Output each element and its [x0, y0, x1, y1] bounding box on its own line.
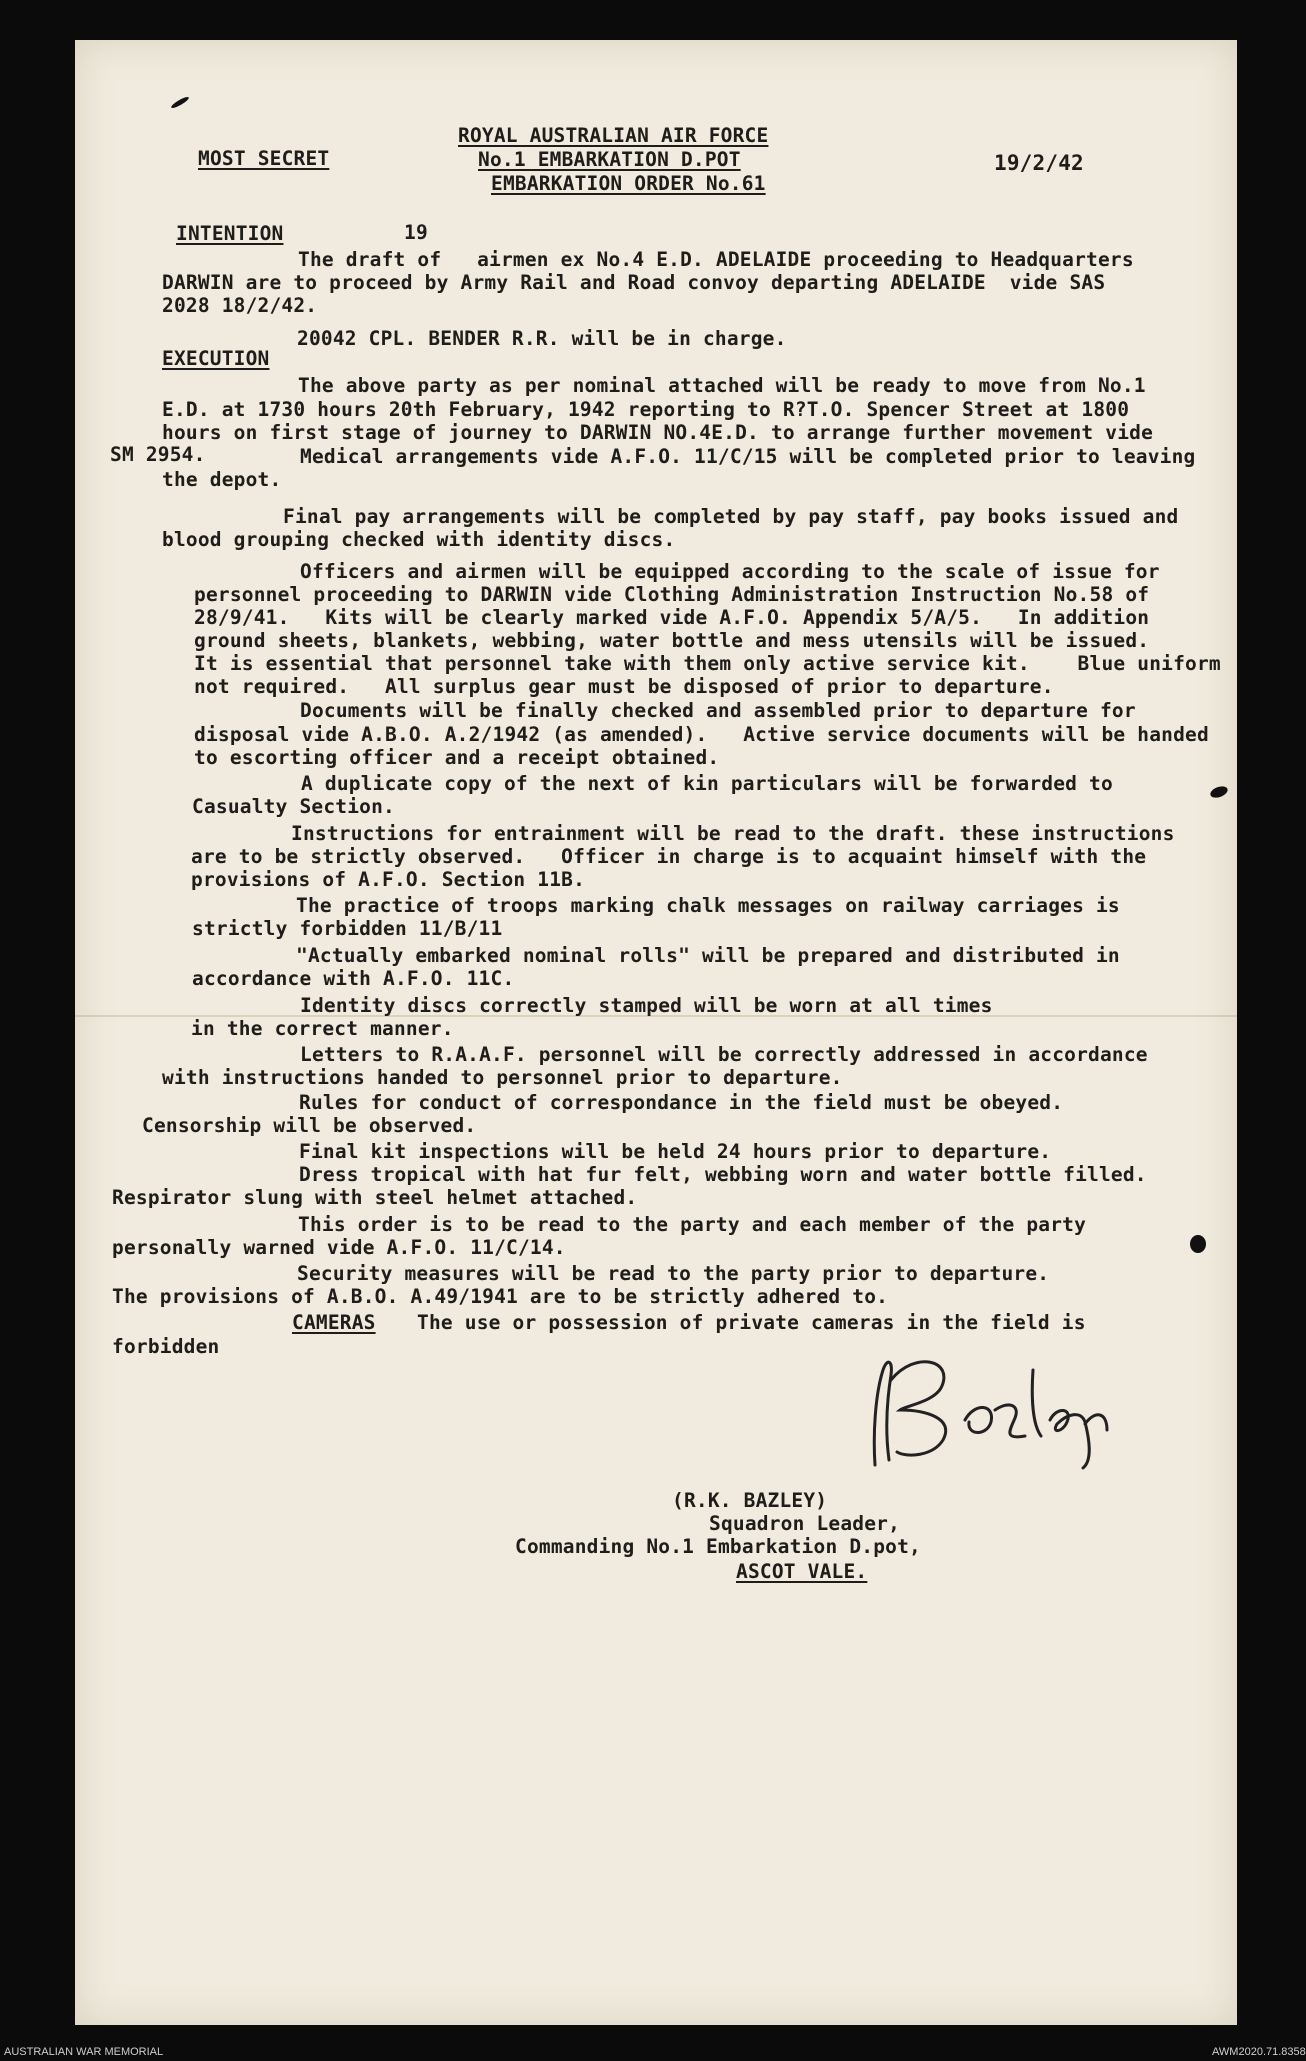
intention-count-note: 19 — [404, 221, 428, 244]
execution-line: Instructions for entrainment will be read to the draft. these instructions — [291, 822, 1175, 845]
execution-line: The provisions of A.B.O. A.49/1941 are to be strictly adhered to. — [112, 1285, 889, 1308]
execution-line: E.D. at 1730 hours 20th February, 1942 reporting to R?T.O. Spencer Street at 1800 — [162, 398, 1130, 421]
execution-line: Dress tropical with hat fur felt, webbing worn and water bottle filled. — [299, 1163, 1147, 1186]
execution-line: hours on first stage of journey to DARWIN NO.4E.D. to arrange further movement vide — [162, 421, 1154, 444]
execution-line: Rules for conduct of correspondance in the field must be obeyed. — [299, 1091, 1064, 1114]
execution-line: Respirator slung with steel helmet attached. — [112, 1186, 638, 1209]
execution-line: Identity discs correctly stamped will be worn at all times — [300, 994, 993, 1017]
execution-line: strictly forbidden 11/B/11 — [192, 917, 503, 940]
ink-blot — [1209, 784, 1229, 800]
execution-line: disposal vide A.B.O. A.2/1942 (as amended). Active service documents will be handed — [194, 723, 1209, 746]
intention-line: 2028 18/2/42. — [162, 294, 318, 317]
execution-line: with instructions handed to personnel prior to departure. — [162, 1066, 843, 1089]
execution-line: personally warned vide A.F.O. 11/C/14. — [112, 1236, 566, 1259]
intention-line: The draft of airmen ex No.4 E.D. ADELAIDE proceeding to Headquarters — [298, 248, 1134, 271]
intention-heading: INTENTION — [176, 222, 284, 245]
execution-line: Medical arrangements vide A.F.O. 11/C/15 will be completed prior to leaving — [300, 445, 1196, 468]
footer-accession: AWM2020.71.8358 — [1212, 2046, 1306, 2058]
cameras-heading: CAMERAS — [292, 1311, 376, 1334]
execution-line: 28/9/41. Kits will be clearly marked vide A.F.O. Appendix 5/A/5. In addition — [194, 606, 1150, 629]
ink-blot — [1190, 1235, 1206, 1253]
execution-line: Final kit inspections will be held 24 hours prior to departure. — [299, 1140, 1052, 1163]
order-title: EMBARKATION ORDER No.61 — [491, 172, 766, 195]
execution-line: not required. All surplus gear must be disposed of prior to departure. — [194, 675, 1054, 698]
execution-line: Final pay arrangements will be completed by pay staff, pay books issued and — [283, 505, 1179, 528]
execution-line: in the correct manner. — [191, 1017, 454, 1040]
signatory-name: (R.K. BAZLEY) — [672, 1489, 828, 1512]
execution-line: provisions of A.F.O. Section 11B. — [191, 868, 586, 891]
execution-line: to escorting officer and a receipt obtained. — [194, 746, 720, 769]
ink-mark — [170, 95, 190, 109]
intention-line: 20042 CPL. BENDER R.R. will be in charge. — [297, 327, 787, 350]
execution-line: Documents will be finally checked and assembled prior to departure for — [300, 699, 1136, 722]
execution-heading: EXECUTION — [162, 347, 270, 370]
margin-note: SM 2954. — [110, 443, 206, 466]
execution-line: blood grouping checked with identity discs. — [162, 528, 676, 551]
depot-title: No.1 EMBARKATION D.POT — [478, 148, 741, 171]
execution-line: the depot. — [162, 468, 282, 491]
signatory-role: Commanding No.1 Embarkation D.pot, — [515, 1535, 921, 1558]
intention-line: DARWIN are to proceed by Army Rail and Road convoy departing ADELAIDE vide SAS — [162, 271, 1106, 294]
execution-line: The above party as per nominal attached will be ready to move from No.1 — [298, 374, 1146, 397]
execution-line: "Actually embarked nominal rolls" will be prepared and distributed in — [296, 944, 1120, 967]
execution-line: are to be strictly observed. Officer in charge is to acquaint himself with the — [191, 845, 1147, 868]
org-title: ROYAL AUSTRALIAN AIR FORCE — [458, 124, 769, 147]
classification-label: MOST SECRET — [198, 147, 330, 170]
execution-line: Officers and airmen will be equipped according to the scale of issue for — [300, 560, 1160, 583]
handwritten-signature-graphic — [845, 1340, 1165, 1470]
execution-line: Security measures will be read to the party prior to departure. — [297, 1262, 1050, 1285]
footer-credit: AUSTRALIAN WAR MEMORIAL — [4, 2046, 164, 2058]
execution-line: This order is to be read to the party and each member of the party — [298, 1213, 1087, 1236]
execution-line: ground sheets, blankets, webbing, water bottle and mess utensils will be issued. — [194, 629, 1150, 652]
execution-line: Casualty Section. — [192, 795, 395, 818]
execution-line: Letters to R.A.A.F. personnel will be correctly addressed in accordance — [300, 1043, 1148, 1066]
execution-line: Censorship will be observed. — [142, 1114, 477, 1137]
execution-line: The use or possession of private cameras in the field is — [417, 1311, 1086, 1334]
signatory-location: ASCOT VALE. — [736, 1560, 868, 1583]
order-date: 19/2/42 — [994, 151, 1084, 175]
execution-line: accordance with A.F.O. 11C. — [192, 967, 515, 990]
execution-line: personnel proceeding to DARWIN vide Clothing Administration Instruction No.58 of — [194, 583, 1150, 606]
signatory-rank: Squadron Leader, — [709, 1512, 901, 1535]
execution-line: A duplicate copy of the next of kin particulars will be forwarded to — [301, 772, 1113, 795]
document-page — [75, 40, 1237, 2025]
execution-line: It is essential that personnel take with them only active service kit. Blue uniform — [194, 652, 1221, 675]
execution-line: The practice of troops marking chalk messages on railway carriages is — [296, 894, 1120, 917]
execution-line: forbidden — [112, 1335, 220, 1358]
